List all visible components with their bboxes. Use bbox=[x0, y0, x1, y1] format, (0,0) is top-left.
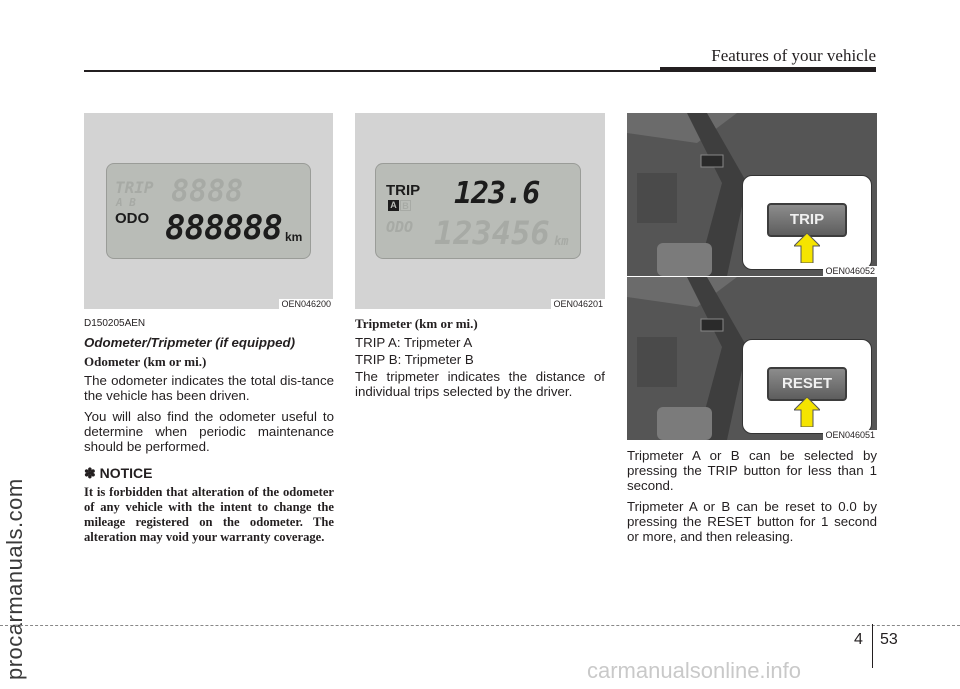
footer-rule bbox=[0, 625, 960, 626]
reset-button-photo bbox=[627, 277, 877, 440]
page-number-divider bbox=[872, 624, 873, 668]
document-code: D150205AEN bbox=[84, 318, 146, 329]
section-number: 4 bbox=[854, 631, 863, 648]
section-title: Features of your vehicle bbox=[711, 46, 876, 65]
notice-heading: ✽ NOTICE bbox=[84, 465, 153, 481]
trip-b-indicator: B bbox=[400, 200, 411, 211]
odometer-paragraph-2: You will also find the odometer useful to determine when periodic maintenance should be performed. bbox=[84, 409, 334, 454]
figure-caption: OEN046052 bbox=[825, 266, 875, 276]
arrow-up-icon bbox=[794, 233, 820, 263]
odometer-paragraph-1: The odometer indicates the total dis-tance the vehicle has been driven. bbox=[84, 373, 334, 403]
lcd-ghost-odo-digits: 123456 bbox=[434, 214, 550, 252]
lcd-ghost-ab: A B bbox=[116, 196, 136, 209]
trip-reset-paragraph: Tripmeter A or B can be reset to 0.0 by pressing the RESET button for 1 second or more, and then releasing. bbox=[627, 499, 877, 544]
lcd-ghost-digits: 8888 bbox=[171, 174, 244, 209]
lcd-ghost-unit: km bbox=[554, 234, 569, 248]
bottom-watermark: carmanualsonline.info bbox=[587, 658, 802, 683]
tripmeter-section bbox=[355, 316, 605, 405]
page-number: 53 bbox=[880, 631, 898, 648]
trip-reset-section bbox=[627, 448, 877, 550]
lcd-ghost-odo: ODO bbox=[386, 218, 414, 236]
odo-label: ODO bbox=[115, 210, 150, 227]
tripmeter-heading: Tripmeter (km or mi.) bbox=[355, 316, 478, 331]
trip-button: TRIP bbox=[767, 203, 847, 237]
odometer-lcd bbox=[106, 163, 311, 259]
trip-b-line: TRIP B: Tripmeter B bbox=[355, 352, 474, 367]
trip-button-photo bbox=[627, 113, 877, 276]
trip-label: TRIP bbox=[386, 182, 421, 199]
odometer-heading: Odometer (km or mi.) bbox=[84, 354, 207, 369]
section-subheading: Odometer/Tripmeter (if equipped) bbox=[84, 335, 296, 350]
odometer-section bbox=[84, 316, 334, 545]
figure-caption: OEN046201 bbox=[553, 299, 603, 309]
tripmeter-lcd bbox=[375, 163, 581, 259]
figure-caption: OEN046051 bbox=[825, 430, 875, 440]
trip-a-indicator: A bbox=[388, 200, 399, 211]
arrow-up-icon bbox=[794, 397, 820, 427]
header-rule-accent bbox=[660, 67, 876, 72]
reset-button: RESET bbox=[767, 367, 847, 401]
side-watermark: procarmanuals.com bbox=[2, 478, 27, 680]
trip-a-line: TRIP A: Tripmeter A bbox=[355, 335, 473, 350]
notice-body: It is forbidden that alteration of the odometer of any vehicle with the intent to change the mileage registered on the odometer. The alteration may void your warranty coverage. bbox=[84, 485, 334, 544]
trip-digits: 123.6 bbox=[454, 176, 540, 211]
lcd-ghost-trip: TRIP bbox=[115, 178, 154, 197]
odo-digits: 888888 bbox=[165, 208, 282, 248]
tripmeter-paragraph: The tripmeter indicates the distance of individual trips selected by the driver. bbox=[355, 369, 605, 399]
tripmeter-figure bbox=[355, 113, 605, 309]
odometer-figure bbox=[84, 113, 333, 309]
trip-select-paragraph: Tripmeter A or B can be selected by pressing the TRIP button for less than 1 second. bbox=[627, 448, 877, 493]
odo-unit: km bbox=[285, 230, 303, 244]
figure-caption: OEN046200 bbox=[281, 299, 331, 309]
